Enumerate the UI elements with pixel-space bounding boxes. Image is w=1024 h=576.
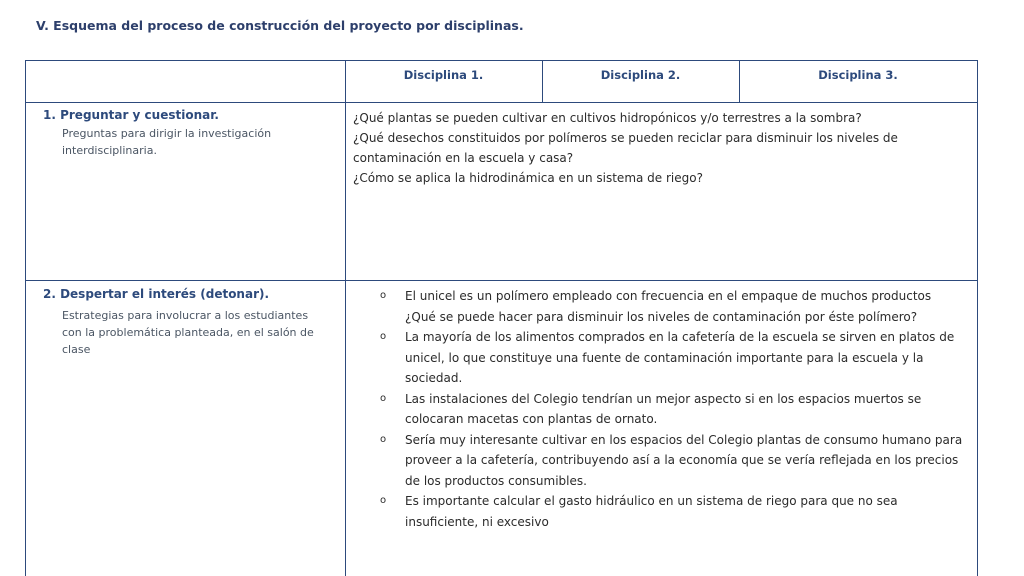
list-item xyxy=(378,389,963,430)
row-description-preguntar: Preguntas para dirigir la investigación interdisciplinaria. xyxy=(62,127,272,157)
header-row-divider xyxy=(26,102,977,103)
list-item xyxy=(378,491,963,532)
row-title-preguntar: 1. Preguntar y cuestionar. xyxy=(43,108,219,122)
bullet-icon: o xyxy=(380,392,387,404)
questions-cell xyxy=(353,108,953,188)
row-title-despertar: 2. Despertar el interés (detonar). xyxy=(43,287,270,301)
process-table xyxy=(25,60,978,576)
bullet-icon: o xyxy=(380,290,387,301)
column-header-disciplina-2: Disciplina 2. xyxy=(600,68,681,82)
row-description-despertar: Estrategias para involucrar a los estudiantes con la problemática planteada, en el salón de clase xyxy=(62,309,314,356)
bullet-icon: o xyxy=(380,433,387,445)
list-item xyxy=(378,430,963,492)
question-item: ¿Qué desechos constituidos por polímeros se pueden reciclar para disminuir los niveles de contaminación en la escuela y casa? xyxy=(353,131,898,165)
list-item-text: Es importante calcular el gasto hidráulico en un sistema de riego para que no sea insuficiente, ni excesivo xyxy=(405,494,898,529)
bullet-icon: o xyxy=(380,331,387,342)
column-header-disciplina-1: Disciplina 1. xyxy=(403,68,484,82)
row-divider xyxy=(26,280,977,281)
list-item-text: Las instalaciones del Colegio tendrían un mejor aspecto si en los espacios muertos se colocaran macetas con plantas de ornato. xyxy=(405,391,922,426)
list-item xyxy=(378,327,963,389)
column-divider xyxy=(345,61,346,576)
question-item: ¿Cómo se aplica la hidrodinámica en un sistema de riego? xyxy=(353,171,703,185)
bullet-icon: o xyxy=(380,495,387,506)
list-item-text: El unicel es un polímero empleado con frecuencia en el empaque de muchos productos ¿Qué se puede hacer para disminuir los niveles de contaminación por éste polímero? xyxy=(405,289,932,324)
column-header-disciplina-3: Disciplina 3. xyxy=(818,68,898,82)
question-item: ¿Qué plantas se pueden cultivar en cultivos hidropónicos y/o terrestres a la sombra? xyxy=(353,111,862,125)
list-item-text: La mayoría de los alimentos comprados en la cafetería de la escuela se sirven en platos de unicel, lo que constituye una fuente de contaminación importante para la escuela y la sociedad. xyxy=(405,330,955,385)
bullet-list xyxy=(378,286,963,532)
list-item-text: Sería muy interesante cultivar en los espacios del Colegio plantas de consumo humano para proveer a la cafetería, contribuyendo así a la economía que se vería reflejada en los precios de los productos consumibles. xyxy=(405,432,963,488)
list-item xyxy=(378,286,963,327)
section-heading: V. Esquema del proceso de construcción del proyecto por disciplinas. xyxy=(36,18,524,33)
